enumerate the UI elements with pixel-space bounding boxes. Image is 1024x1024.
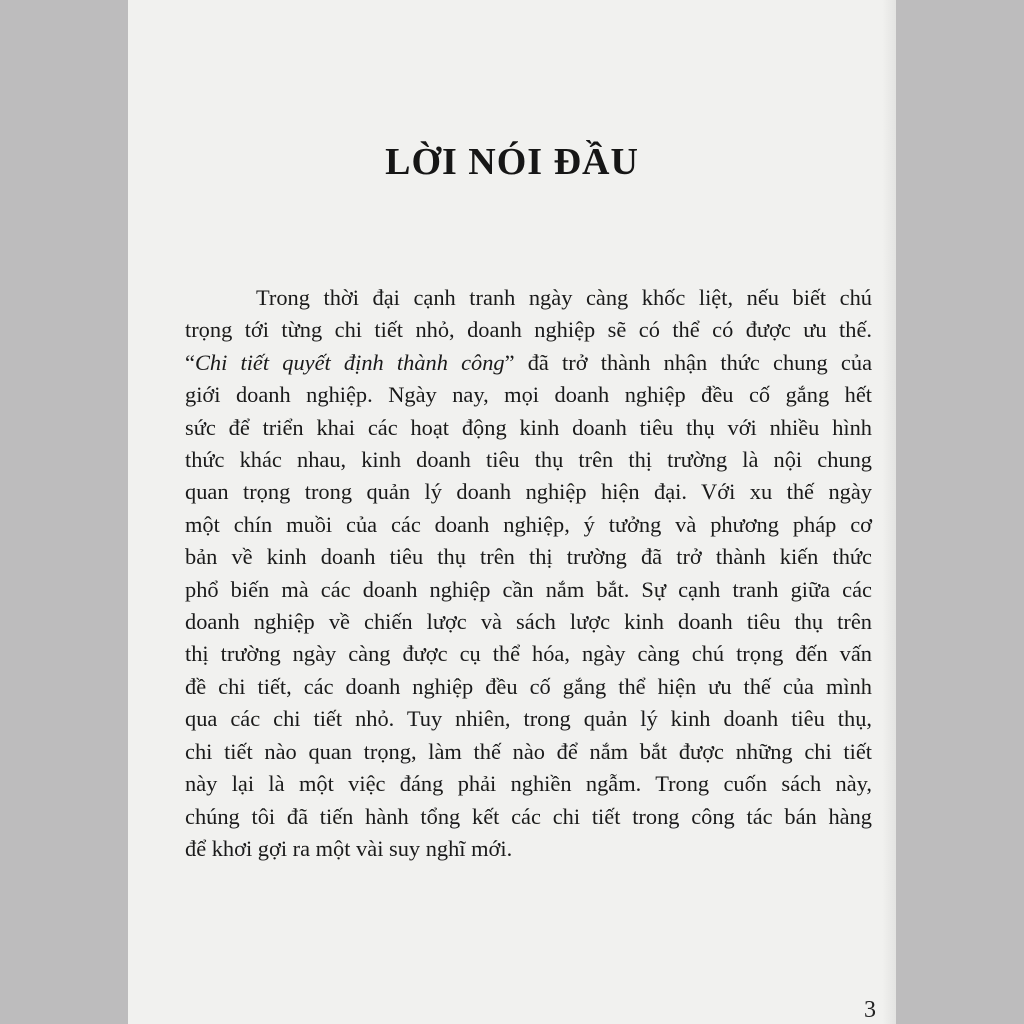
text-line: qua các chi tiết nhỏ. Tuy nhiên, trong quản lý kinh doanh tiêu thụ,: [185, 706, 872, 732]
text-line: sức để triển khai các hoạt động kinh doanh tiêu thụ với nhiều hình: [185, 414, 872, 440]
text-line: phổ biến mà các doanh nghiệp cần nắm bắt. Sự cạnh tranh giữa các: [185, 576, 872, 602]
text-line: thức khác nhau, kinh doanh tiêu thụ trên thị trường là nội chung: [185, 447, 872, 473]
text-line: chúng tôi đã tiến hành tổng kết các chi tiết trong công tác bán hàng: [185, 803, 872, 829]
page-heading: LỜI NÓI ĐẦU: [385, 141, 639, 183]
preface-paragraph: [185, 282, 872, 865]
italic-quote: Chi tiết quyết định thành công: [194, 349, 505, 375]
text-line: thị trường ngày càng được cụ thể hóa, ngày càng chú trọng đến vấn: [185, 641, 872, 667]
text-line: bản về kinh doanh tiêu thụ trên thị trường đã trở thành kiến thức: [185, 544, 872, 570]
text-line: một chín muồi của các doanh nghiệp, ý tưởng và phương pháp cơ: [185, 511, 872, 537]
text-line: quan trọng trong quản lý doanh nghiệp hiện đại. Với xu thế ngày: [185, 479, 872, 505]
text-line: để khơi gợi ra một vài suy nghĩ mới.: [185, 835, 513, 861]
book-page: [128, 0, 896, 1024]
text-line: giới doanh nghiệp. Ngày nay, mọi doanh nghiệp đều cố gắng hết: [185, 382, 872, 408]
text-line: này lại là một việc đáng phải nghiền ngẫm. Trong cuốn sách này,: [185, 771, 872, 797]
text-line: đề chi tiết, các doanh nghiệp đều cố gắng thể hiện ưu thế của mình: [185, 673, 872, 699]
text-line: chi tiết nào quan trọng, làm thế nào để nắm bắt được những chi tiết: [185, 738, 872, 764]
quote-rest: ” đã trở thành nhận thức chung của: [504, 349, 873, 375]
page-number: 3: [864, 997, 876, 1023]
quote-open: “: [185, 349, 195, 375]
text-line: [185, 347, 872, 379]
text-line: doanh nghiệp về chiến lược và sách lược kinh doanh tiêu thụ trên: [185, 609, 872, 635]
text-line: trọng tới từng chi tiết nhỏ, doanh nghiệp sẽ có thể có được ưu thế.: [185, 317, 872, 343]
text-line: Trong thời đại cạnh tranh ngày càng khốc liệt, nếu biết chú: [256, 285, 872, 310]
